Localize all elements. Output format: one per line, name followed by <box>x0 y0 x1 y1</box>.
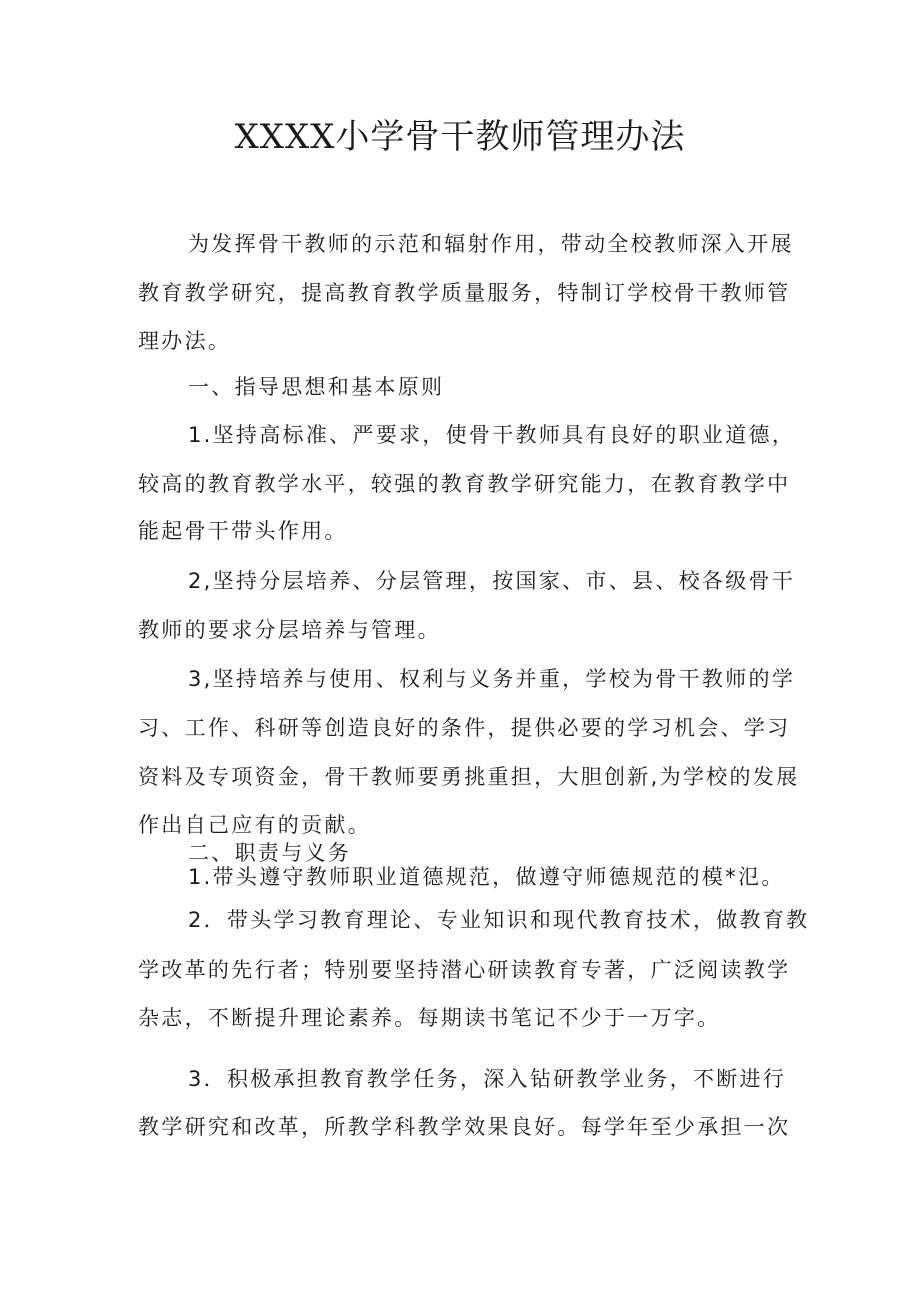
section-heading: 一、指导思想和基本原则 <box>188 375 445 399</box>
paragraph-line: 为发挥骨干教师的示范和辐射作用，带动全校教师深入开展 <box>188 232 794 256</box>
paragraph-line: 作出自己应有的贡献。 <box>138 813 371 837</box>
paragraph-line: 学改革的先行者；特别要坚持潜心研读教育专著，广泛阅读教学 <box>138 958 791 982</box>
paragraph-line: 2．带头学习教育理论、专业知识和现代教育技术，做教育教 <box>188 908 810 932</box>
section-heading: 二、职责与义务 <box>188 841 352 865</box>
paragraph-line: 较高的教育教学水平，较强的教育教学研究能力，在教育教学中 <box>138 472 791 496</box>
paragraph-line: 2,坚持分层培养、分层管理，按国家、市、县、校各级骨干 <box>188 569 796 593</box>
paragraph-line: 教师的要求分层培养与管理。 <box>138 618 441 642</box>
paragraph-line: 3．积极承担教育教学任务，深入钻研教学业务，不断进行 <box>188 1067 787 1091</box>
paragraph-line: 资料及专项资金，骨干教师要勇挑重担，大胆创新,为学校的发展 <box>138 765 800 789</box>
paragraph-line: 1.带头遵守教师职业道德规范，做遵守师德规范的模*氾。 <box>188 865 785 889</box>
paragraph-line: 3,坚持培养与使用、权利与义务并重，学校为骨干教师的学 <box>188 667 796 691</box>
paragraph-line: 杂志，不断提升理论素养。每期读书笔记不少于一万字。 <box>138 1006 721 1030</box>
document-title: XXXX小学骨干教师管理办法 <box>234 117 686 157</box>
paragraph-line: 1.坚持高标准、严要求，使骨干教师具有良好的职业道德， <box>188 423 796 447</box>
paragraph-line: 理办法。 <box>138 329 232 353</box>
paragraph-line: 教育教学研究，提高教育教学质量服务，特制订学校骨干教师管 <box>138 281 791 305</box>
paragraph-line: 教学研究和改革，所教学科教学效果良好。每学年至少承担一次 <box>138 1115 791 1139</box>
paragraph-line: 能起骨干带头作用。 <box>138 519 348 543</box>
paragraph-line: 习、工作、科研等创造良好的条件，提供必要的学习机会、学习 <box>138 716 791 740</box>
